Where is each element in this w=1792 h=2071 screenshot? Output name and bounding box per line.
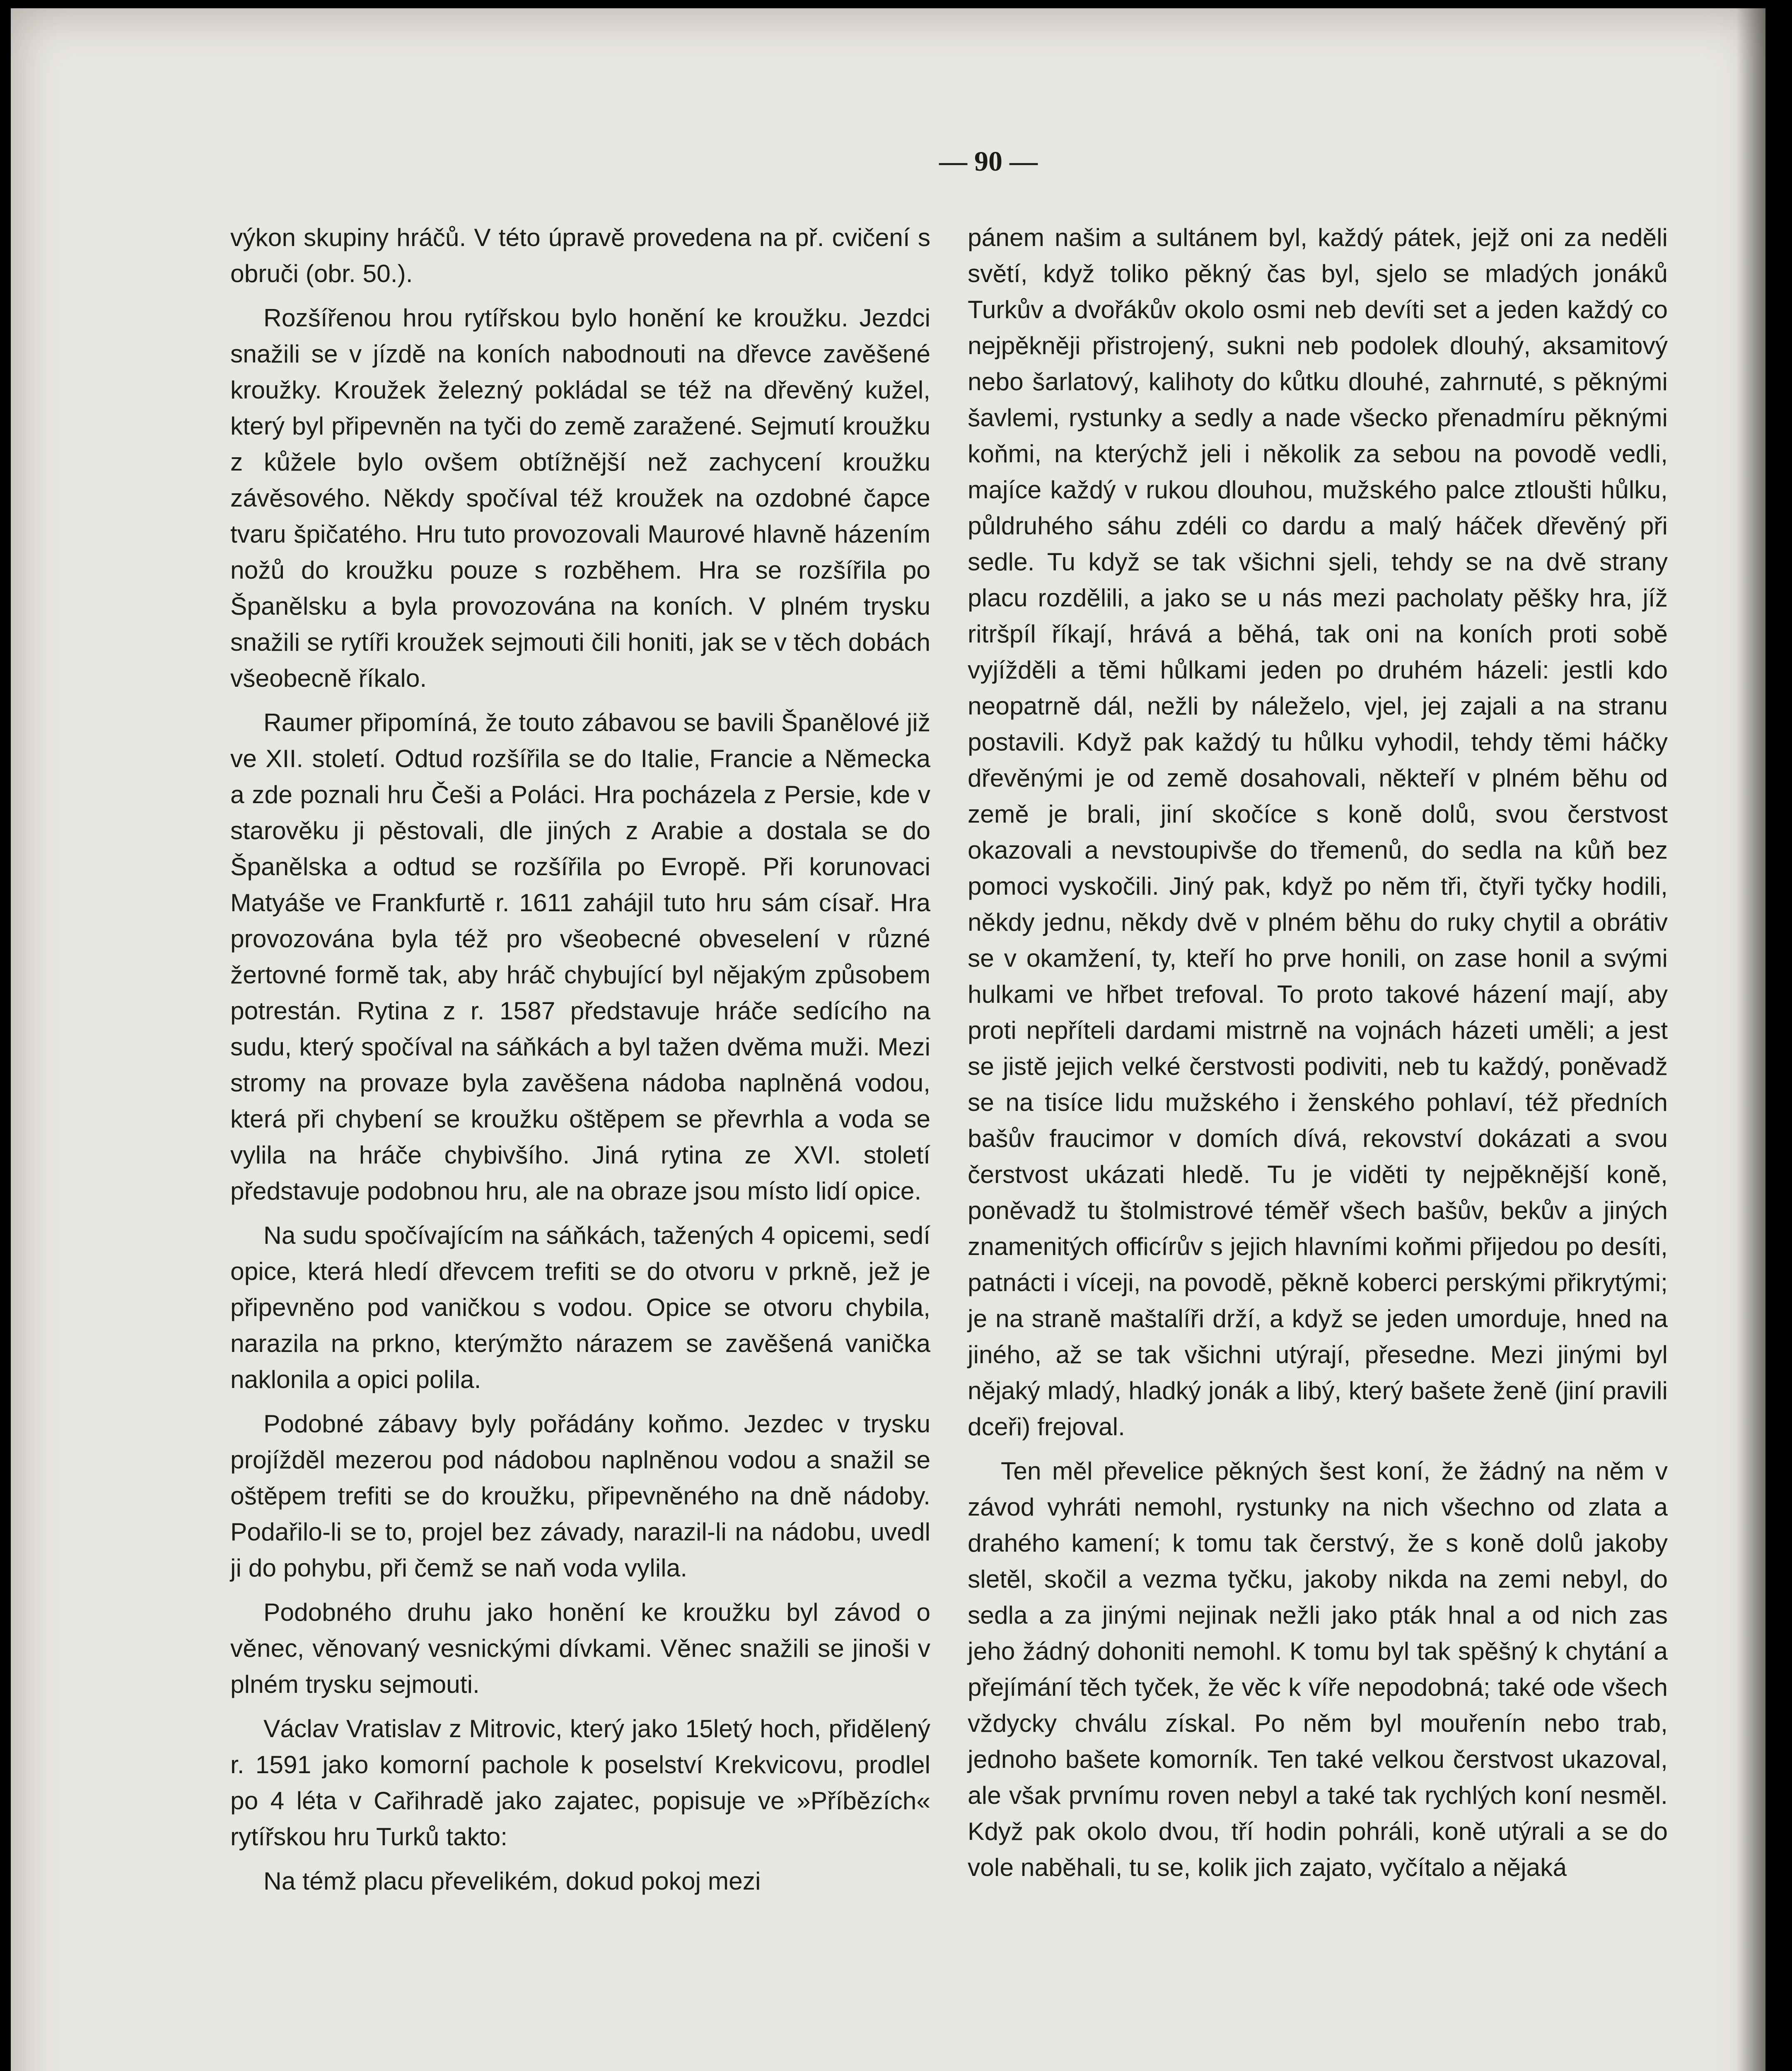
paragraph: Na témž placu převelikém, dokud pokoj mezi bbox=[263, 1867, 761, 1895]
paragraph: Podobného druhu jako honění ke kroužku byl závod o věnec, věnovaný vesnickými dívkami. Věnec snažili se jinoši v plném trysku sejmouti. bbox=[230, 1598, 930, 1698]
page-number: — 90 — bbox=[939, 145, 1038, 177]
paragraph: Václav Vratislav z Mitrovic, který jako 15letý hoch, přidělený r. 1591 jako komorní pachole k poselství Krekvicovu, prodlel po 4 léta v Cařihradě jako zajatec, popisuje ve »Příbězích« rytířskou hru Turků takto: bbox=[230, 1714, 930, 1851]
paragraph: výkon skupiny hráčů. V této úpravě provedena na př. cvičení s obruči (obr. 50.). bbox=[230, 223, 930, 287]
right-column bbox=[968, 220, 1668, 1894]
scanned-page bbox=[11, 8, 1765, 2071]
page-edge-shadow bbox=[1736, 8, 1765, 2071]
paragraph: pánem našim a sultánem byl, každý pátek, jejž oni za neděli světí, když toliko pěkný čas byl, sjelo se mladých jonáků Turkův a dvořákův okolo osmi neb devíti set a jeden každý co nejpěkněji přistrojený, sukni neb podolek dlouhý, aksamitový nebo šarlatový, kalihoty do kůtku dlouhé, zahrnuté, s pěknými šavlemi, rystunky a sedly a nade všecko přenadmíru pěknými koňmi, na kterýchž jeli i několik za sebou na povodě vedli, majíce každý v rukou dlouhou, mužského palce ztloušti hůlku, půldruhého sáhu zdéli co dardu a malý háček dřevěný při sedle. Tu když se tak všichni sjeli, tehdy se na dvě strany placu rozdělili, a jako se u nás mezi pacholaty pěšky hra, jíž ritršpíl říkají, hrává a běhá, tak oni na koních proti sobě vyjížděli a těmi hůlkami jeden po druhém házeli: jestli kdo neopatrně dál, nežli by náleželo, vjel, jej zajali a na stranu postavili. Když pak každý tu hůlku vyhodil, tehdy těmi háčky dřevěnými je od země dosahovali, někteří v plném běhu od země je brali, jiní skočíce s koně dolů, svou čerstvost okazovali a nevstoupivše do třemenů, do sedla na kůň bez pomoci vyskočili. Jiný pak, když po něm tři, čtyři tyčky hodili, někdy jednu, někdy dvě v plném běhu do ruky chytil a obrátiv se v okamžení, ty, kteří ho prve honili, on zase honil a svými hulkami ve hřbet trefoval. To proto takové házení mají, aby proti nepříteli dardami mistrně na vojnách házeti uměli; a jest se jistě jejich velké čerstvosti podiviti, neb tu každý, poněvadž se na tisíce lidu mužského i ženského pohlaví, též předních bašův fraucimor v domích dívá, rekovství dokázati a svou čerstvost ukázati hledě. Tu je viděti ty nejpěknější koně, poněvadž tu štolmistrové téměř všech bašův, bekův a jiných znamenitých officírův s jejich hlavními koňmi přijedou po desíti, patnácti i víceji, na povodě, pěkně koberci perskými přikrytými; je na straně maštalíři drží, a když se jeden umorduje, hned na jiného, až se tak všichni utýrají, přesedne. Mezi jinými byl nějaký mladý, hladký jonák a libý, který bašete ženě (jiní pravili dceři) frejoval. bbox=[968, 223, 1668, 1441]
paragraph: Raumer připomíná, že touto zábavou se bavili Španělové již ve XII. století. Odtud rozšířila se do Italie, Francie a Německa a zde poznali hru Češi a Poláci. Hra pocházela z Persie, kde v starověku ji pěstovali, dle jiných z Arabie a dostala se do Španělska a odtud se rozšířila po Evropě. Při korunovaci Matyáše ve Frankfurtě r. 1611 zahájil tuto hru sám císař. Hra provozována byla též pro všeobecné obveselení v různé žertovné formě tak, aby hráč chybující byl nějakým způsobem potrestán. Rytina z r. 1587 představuje hráče sedícího na sudu, který spočíval na sáňkách a byl tažen dvěma muži. Mezi stromy na provaze byla zavěšena nádoba naplněná vodou, která při chybení se kroužku oštěpem se převrhla a voda se vylila na hráče chybivšího. Jiná rytina ze XVI. století představuje podobnou hru, ale na obraze jsou místo lidí opice. bbox=[230, 708, 930, 1205]
left-column bbox=[230, 220, 930, 1907]
paragraph: Na sudu spočívajícím na sáňkách, tažených 4 opicemi, sedí opice, která hledí dřevcem trefiti se do otvoru v prkně, jež je připevněno pod vaničkou s vodou. Opice se otvoru chybila, narazila na prkno, kterýmžto nárazem se zavěšená vanička naklonila a opici polila. bbox=[230, 1221, 930, 1393]
paragraph: Podobné zábavy byly pořádány koňmo. Jezdec v trysku projížděl mezerou pod nádobou naplněnou vodou a snažil se oštěpem trefiti se do kroužku, připevněného na dně nádoby. Podařilo-li se to, projel bez závady, narazil-li na nádobu, uvedl ji do pohybu, při čemž se naň voda vylila. bbox=[230, 1410, 930, 1582]
paragraph: Ten měl převelice pěkných šest koní, že žádný na něm v závod vyhráti nemohl, rystunky na nich všechno od zlata a drahého kamení; k tomu tak čerstvý, že s koně dolů jakoby sletěl, skočil a vezma tyčku, jakoby nikda na zemi nebyl, do sedla a za jinými nejinak nežli jako pták hnal a od nich zas jeho žádný dohoniti nemohl. K tomu byl tak spěšný k chytání a přejímání těch tyček, že věc k víře nepodobná; také ode všech vždycky chválu získal. Po něm byl mouřenín nebo trab, jednoho bašete komorník. Ten také velkou čerstvost ukazoval, ale však prvnímu roven nebyl a také tak rychlých koní nesměl. Když pak okolo dvou, tří hodin pohráli, koně utýrali a se do vole naběhali, tu se, kolik jich zajato, vyčítalo a nějaká bbox=[968, 1457, 1668, 1881]
paragraph: Rozšířenou hrou rytířskou bylo honění ke kroužku. Jezdci snažili se v jízdě na koních nabodnouti na dřevce zavěšené kroužky. Kroužek železný pokládal se též na dřevěný kužel, který byl připevněn na tyči do země zaražené. Sejmutí kroužku z kůžele bylo ovšem obtížnější než zachycení kroužku závěsového. Někdy spočíval též kroužek na ozdobné čapce tvaru špičatého. Hru tuto provozovali Maurové hlavně házením nožů do kroužku pouze s rozběhem. Hra se rozšířila po Španělsku a byla provozována na koních. V plném trysku snažili se rytíři kroužek sejmouti čili honiti, jak se v těch dobách všeobecně říkalo. bbox=[230, 304, 930, 692]
